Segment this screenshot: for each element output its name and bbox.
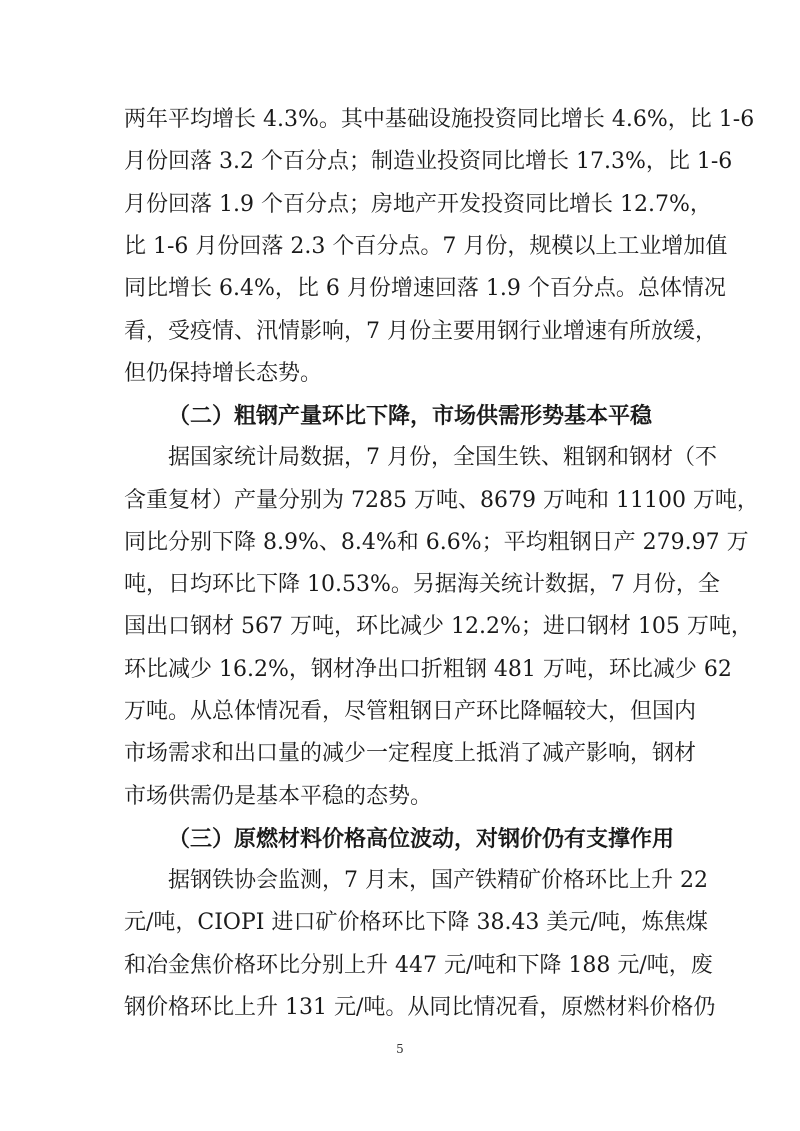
paragraph-1-line-4: 比 1-6 月份回落 2.3 个百分点。7 月份，规模以上工业增加值 [124,234,728,259]
paragraph-1-line-1: 两年平均增长 4.3%。其中基础设施投资同比增长 4.6%，比 1-6 [124,107,755,132]
section-heading-3: （三）原燃材料价格高位波动，对钢价仍有支撑作用 [168,826,675,852]
page-number: 5 [396,1042,404,1056]
paragraph-1-line-6: 看，受疫情、汛情影响，7 月份主要用钢行业增速有所放缓， [124,319,717,344]
paragraph-3-line-4: 钢价格环比上升 131 元/吨。从同比情况看，原燃材料价格仍 [124,995,716,1020]
paragraph-1-line-2: 月份回落 3.2 个百分点；制造业投资同比增长 17.3%，比 1-6 [124,149,733,174]
paragraph-2-line-1: 据国家统计局数据，7 月份，全国生铁、粗钢和钢材（不 [168,445,717,470]
paragraph-2-line-9: 市场供需仍是基本平稳的态势。 [124,784,433,809]
paragraph-2-line-8: 市场需求和出口量的减少一定程度上抵消了减产影响，钢材 [124,741,697,766]
paragraph-2-line-2: 含重复材）产量分别为 7285 万吨、8679 万吨和 11100 万吨， [124,488,759,513]
paragraph-2-line-6: 环比减少 16.2%，钢材净出口折粗钢 481 万吨，环比减少 62 [124,657,732,682]
paragraph-2-line-7: 万吨。从总体情况看，尽管粗钢日产环比降幅较大，但国内 [124,699,697,724]
paragraph-3-line-2: 元/吨，CIOPI 进口矿价格环比下降 38.43 美元/吨，炼焦煤 [124,910,708,935]
paragraph-2-line-4: 吨，日均环比下降 10.53%。另据海关统计数据，7 月份，全 [124,572,720,597]
paragraph-1-line-3: 月份回落 1.9 个百分点；房地产开发投资同比增长 12.7%， [124,192,712,217]
paragraph-1-line-7: 但仍保持增长态势。 [124,361,323,386]
paragraph-1-line-5: 同比增长 6.4%，比 6 月份增速回落 1.9 个百分点。总体情况 [124,276,726,301]
paragraph-2-line-5: 国出口钢材 567 万吨，环比减少 12.2%；进口钢材 105 万吨， [124,614,753,639]
paragraph-2-line-3: 同比分别下降 8.9%、8.4%和 6.6%；平均粗钢日产 279.97 万 [124,530,749,555]
section-heading-2: （二）粗钢产量环比下降，市场供需形势基本平稳 [168,403,653,429]
paragraph-3-line-3: 和冶金焦价格环比分别上升 447 元/吨和下降 188 元/吨，废 [124,953,713,978]
paragraph-3-line-1: 据钢铁协会监测，7 月末，国产铁精矿价格环比上升 22 [168,868,708,893]
